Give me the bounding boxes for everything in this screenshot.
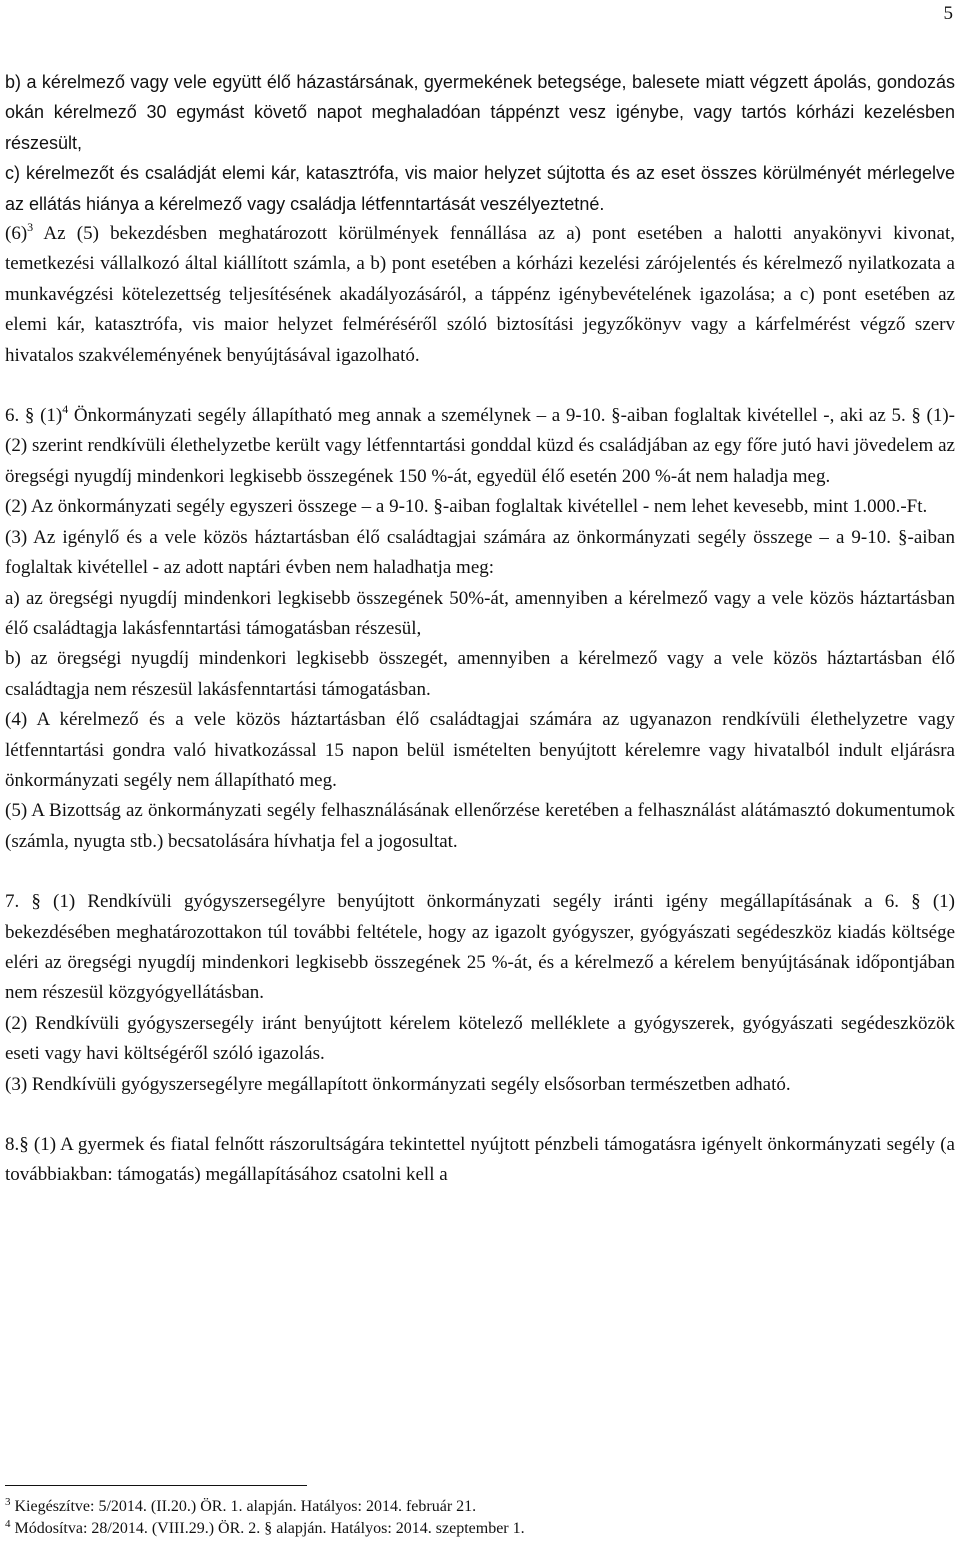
footnote-text: Módosítva: 28/2014. (VIII.29.) ÖR. 2. § alapján. Hatályos: 2014. szeptember 1.	[10, 1520, 525, 1537]
paragraph-5-3-c: c) kérelmezőt és családját elemi kár, katasztrófa, vis maior helyzet sújtotta és az eset összes körülményét mérlegelve az ellátás hiánya a kérelmező vagy családja létfenntartását veszélyeztetné.	[5, 163, 955, 214]
section-6-3-b: b) az öregségi nyugdíj mindenkori legkisebb összegét, amennyiben a kérelmező vagy a vele közös háztartásban élő családtagja nem részesül lakásfenntartási támogatásban.	[5, 648, 955, 700]
section-6-1	[5, 401, 955, 492]
section-text: Önkormányzati segély állapítható meg annak a személynek – a 9-10. §-aiban foglaltak kivétellel -, aki az 5. § (1)-(2) szerint rendkívüli élethelyzetbe került vagy létfenntartási gonddal küzd és családjában az egy főre jutó havi jövedelem az öregségi nyugdíj mindenkori legkisebb összegének 150 %-át, egyedül élő esetén 200 %-át nem haladja meg.	[5, 405, 955, 487]
section-7-2: (2) Rendkívüli gyógyszersegély iránt benyújtott kérelem kötelező melléklete a gyógyszerek, gyógyászati segédeszközök eseti vagy havi költségéről szóló igazolás.	[5, 1012, 955, 1065]
section-8-1: 8.§ (1) A gyermek és fiatal felnőtt rászorultságára tekintettel nyújtott pénzbeli támogatásra igényelt önkormányzati segély (a továbbiakban: támogatás) megállapításához csatolni kell a	[5, 1134, 955, 1186]
section-prefix: 6. § (1)	[5, 405, 63, 427]
section-7-1: 7. § (1) Rendkívüli gyógyszersegélyre benyújtott önkormányzati segély iránti igény megállapításának a 6. § (1) bekezdésében meghatározottakon túl további feltétele, hogy az igazolt gyógyszer, gyógyászati segédeszköz kiadás költsége eléri az öregségi nyugdíj mindenkori legkisebb összegének 25 %-át, és a kérelmező a kérelem benyújtásának időpontjában nem részesül közgyógyellátásban.	[5, 891, 955, 1004]
footnote-3	[5, 1496, 955, 1518]
footnote-ref-3: 3	[27, 220, 34, 235]
section-6-3: (3) Az igénylő és a vele közös háztartásban élő családtagjai számára az önkormányzati segély összege – a 9-10. §-aiban foglaltak kivétellel - az adott naptári évben nem haladhatja meg:	[5, 526, 955, 579]
footnote-mark: 3	[5, 1496, 11, 1508]
section-6-3-a: a) az öregségi nyugdíj mindenkori legkisebb összegének 50%-át, amennyiben a kérelmező vagy a vele közös háztartásban élő családtagja lakásfenntartási támogatásban részesül,	[5, 587, 955, 639]
footnote-mark: 4	[5, 1518, 11, 1530]
spacer	[5, 1100, 955, 1130]
footnotes	[5, 1496, 955, 1540]
page-number: 5	[943, 3, 953, 24]
section-6-4: (4) A kérelmező és a vele közös háztartásban élő családtagjai számára az ugyanazon rendkívüli élethelyzetre vagy létfenntartási gondra való hivatkozással 15 napon belül ismételten benyújtott kérelemre vagy hivatalból indult eljárásra önkormányzati segély nem állapítható meg.	[5, 709, 955, 791]
footnote-separator	[5, 1485, 307, 1486]
footnote-ref-4: 4	[62, 402, 69, 417]
paragraph-5-6	[5, 219, 955, 371]
spacer	[5, 857, 955, 887]
paragraph-5-3-b: b) a kérelmező vagy vele együtt élő házastársának, gyermekének betegsége, balesete miatt végzett ápolás, gondozás okán kérelmező 30 egymást követő napot meghaladóan táppénzt vesz igénybe, vagy tartós kórházi kezelésben részesült,	[5, 72, 955, 153]
document-body	[5, 67, 955, 1191]
footnote-text: Kiegészítve: 5/2014. (II.20.) ÖR. 1. alapján. Hatályos: 2014. február 21.	[10, 1498, 477, 1515]
spacer	[5, 371, 955, 401]
footnote-4	[5, 1518, 955, 1540]
paragraph-prefix: (6)	[5, 223, 28, 245]
paragraph-text: Az (5) bekezdésben meghatározott körülmények fennállása az a) pont esetében a halotti anyakönyvi kivonat, temetkezési vállalkozó által kiállított számla, a b) pont esetében a kórházi kezelési zárójelentés és kérelmező nyilatkozata a munkavégzési kötelezettség teljesítésének akadályozásáról, a táppénz igénybevételének igazolása; a c) pont esetében az elemi kár, katasztrófa, vis maior helyzet felméréséről szóló biztosítási jegyzőkönyv vagy a kárfelmérést végző szerv hivatalos szakvéleményének benyújtásával igazolható.	[5, 223, 955, 366]
section-6-2: (2) Az önkormányzati segély egyszeri összege – a 9-10. §-aiban foglaltak kivétellel - nem lehet kevesebb, mint 1.000.-Ft.	[5, 496, 928, 518]
section-6-5: (5) A Bizottság az önkormányzati segély felhasználásának ellenőrzése keretében a felhasználást alátámasztó dokumentumok (számla, nyugta stb.) becsatolására hívhatja fel a jogosultat.	[5, 800, 955, 852]
section-7-3: (3) Rendkívüli gyógyszersegélyre megállapított önkormányzati segély elsősorban természetben adható.	[5, 1073, 791, 1095]
